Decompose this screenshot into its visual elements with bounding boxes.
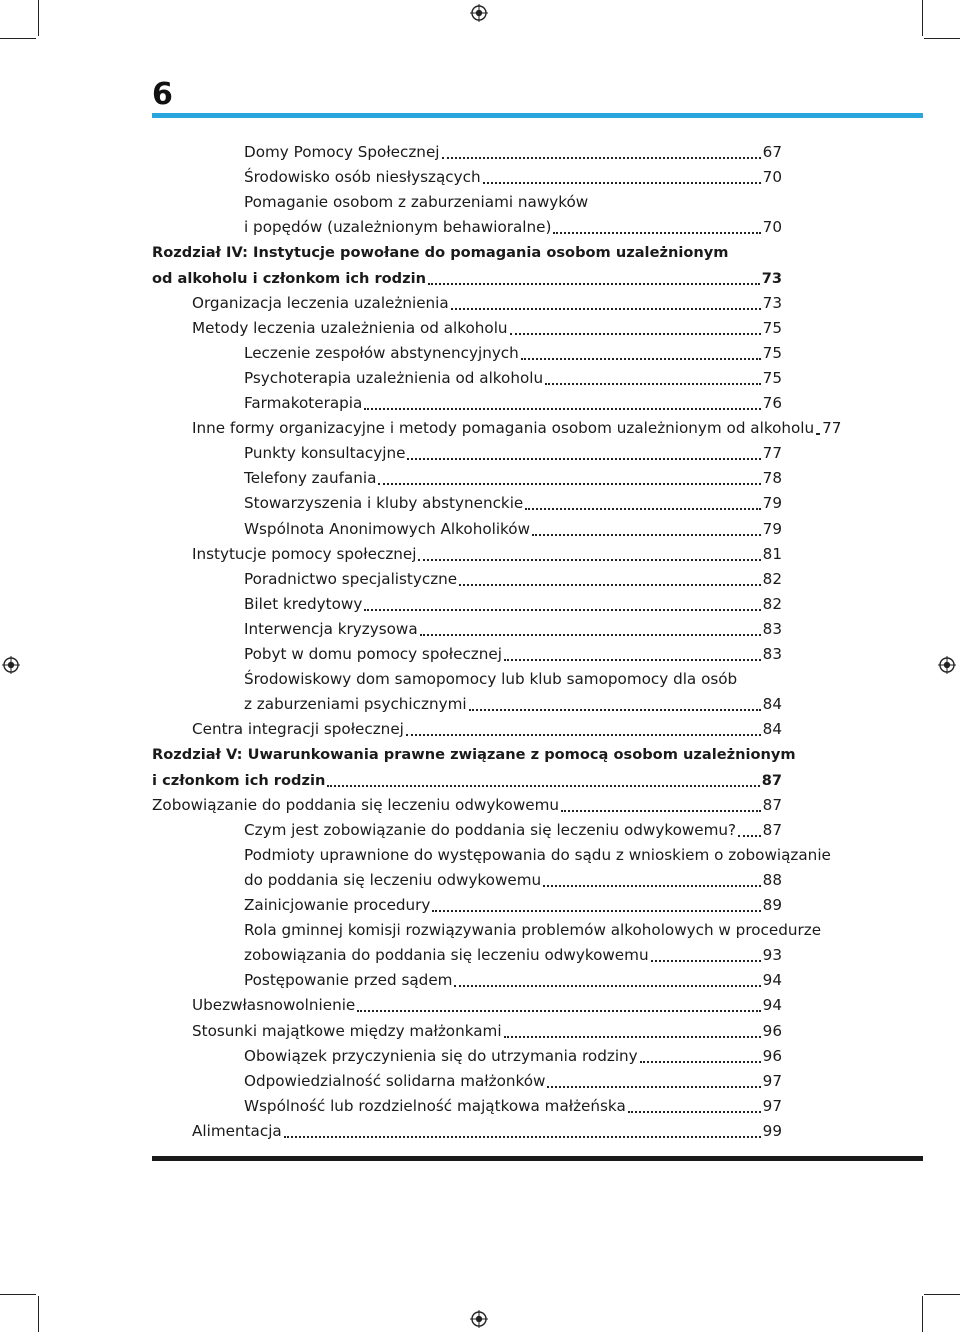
dot-leader: [532, 534, 761, 536]
toc-entry-title: Stosunki majątkowe między małżonkami: [192, 1021, 502, 1040]
toc-entry-title: Rola gminnej komisji rozwiązywania problemów alkoholowych w procedurze: [244, 921, 822, 940]
toc-entry[interactable]: [0, 567, 960, 592]
toc-entry-page: 89: [762, 896, 782, 914]
toc-entry-title: Inne formy organizacyjne i metody pomagania osobom uzależnionym od alkoholu: [192, 419, 815, 438]
toc-entry[interactable]: [0, 366, 960, 391]
dot-leader: [364, 609, 760, 611]
toc-entry-title: zobowiązania do poddania się leczeniu odwykowemu: [244, 946, 649, 965]
toc-entry-page: 99: [762, 1121, 782, 1140]
toc-entry-title: Interwencja kryzysowa: [244, 619, 418, 638]
toc-entry-title: i członkom ich rodzin: [152, 771, 326, 789]
page-number: 6: [152, 77, 173, 112]
toc-entry-page: 84: [762, 695, 782, 714]
toc-entry[interactable]: [0, 667, 960, 692]
toc-entry-page: 87: [762, 795, 782, 814]
toc-entry[interactable]: [0, 993, 960, 1018]
toc-entry[interactable]: [0, 240, 960, 265]
toc-entry-title: Odpowiedzialność solidarna małżonków: [244, 1071, 546, 1090]
dot-leader: [406, 734, 761, 736]
dot-leader: [628, 1111, 761, 1113]
toc-entry-page: 82: [762, 594, 782, 613]
toc-entry-page: 83: [762, 619, 782, 638]
toc-entry[interactable]: [0, 1069, 960, 1094]
crop-mark: [922, 1296, 923, 1332]
registration-mark-icon: [470, 1310, 488, 1328]
toc-entry[interactable]: [0, 341, 960, 366]
toc-entry[interactable]: [0, 316, 960, 341]
dot-leader: [547, 1086, 760, 1088]
dot-leader: [327, 785, 759, 787]
toc-entry-title: Rozdział V: Uwarunkowania prawne związane z pomocą osobom uzależnionym: [152, 746, 796, 764]
toc-entry-title: Środowiskowy dom samopomocy lub klub samopomocy dla osób: [244, 670, 738, 689]
toc-entry-page: 97: [762, 1071, 782, 1090]
toc-entry[interactable]: [0, 617, 960, 642]
toc-entry-title: Rozdział IV: Instytucje powołane do pomagania osobom uzależnionym: [152, 244, 729, 262]
toc-entry[interactable]: [0, 542, 960, 567]
crop-mark: [38, 1296, 39, 1332]
toc-entry[interactable]: [0, 441, 960, 466]
toc-entry[interactable]: [0, 868, 960, 893]
toc-entry-page: 82: [762, 569, 782, 588]
toc-entry[interactable]: [0, 165, 960, 190]
toc-entry-page: 84: [762, 720, 782, 739]
toc-entry[interactable]: [0, 491, 960, 516]
toc-entry-title: Punkty konsultacyjne: [244, 444, 406, 463]
dot-leader: [483, 182, 761, 184]
dot-leader: [561, 810, 761, 812]
dot-leader: [640, 1061, 761, 1063]
toc-entry-title: Postępowanie przed sądem: [244, 971, 453, 990]
toc-entry-page: 93: [762, 946, 782, 965]
toc-entry[interactable]: [0, 893, 960, 918]
toc-entry[interactable]: [0, 818, 960, 843]
toc-entry[interactable]: [0, 742, 960, 767]
toc-entry-page: 79: [762, 519, 782, 538]
crop-mark: [924, 1294, 960, 1295]
toc-entry-title: Stowarzyszenia i kluby abstynenckie: [244, 494, 524, 513]
dot-leader: [521, 358, 761, 360]
dot-leader: [420, 634, 761, 636]
registration-mark-icon: [470, 4, 488, 22]
toc-entry-page: 81: [762, 544, 782, 563]
dot-leader: [525, 508, 760, 510]
dot-leader: [816, 433, 820, 435]
dot-leader: [454, 985, 760, 987]
crop-mark: [922, 0, 923, 36]
header-rule: [152, 113, 923, 118]
toc-entry-title: Farmakoterapia: [244, 394, 363, 412]
dot-leader: [284, 1136, 761, 1138]
toc-entry-title: Metody leczenia uzależnienia od alkoholu: [192, 318, 508, 337]
toc-entry[interactable]: [0, 943, 960, 968]
toc-entry-page: 79: [762, 494, 782, 513]
toc-entry-title: Zainicjowanie procedury: [244, 896, 431, 914]
dot-leader: [469, 709, 761, 711]
crop-mark: [0, 38, 36, 39]
toc-entry[interactable]: [0, 1019, 960, 1044]
toc-entry[interactable]: [0, 266, 960, 291]
toc-entry-title: Domy Pomocy Społecznej: [244, 143, 440, 161]
toc-entry-title: Środowisko osób niesłyszących: [244, 168, 481, 187]
dot-leader: [357, 1010, 760, 1012]
dot-leader: [378, 483, 760, 485]
dot-leader: [504, 1036, 761, 1038]
toc-entry-title: Telefony zaufania: [244, 469, 377, 488]
toc-entry-page: 96: [762, 1046, 782, 1065]
toc-entry-page: 70: [762, 168, 782, 187]
toc-entry[interactable]: [0, 968, 960, 993]
toc-entry-page: 67: [762, 143, 782, 161]
dot-leader: [364, 408, 760, 410]
toc-entry-page: 77: [822, 419, 842, 438]
toc-entry-page: 77: [762, 444, 782, 463]
toc-entry-title: i popędów (uzależnionym behawioralne): [244, 218, 552, 237]
toc-entry[interactable]: [0, 140, 960, 165]
toc-entry-title: Podmioty uprawnione do występowania do sądu z wnioskiem o zobowiązanie: [244, 845, 831, 864]
toc-entry-page: 76: [762, 394, 782, 412]
dot-leader: [451, 308, 761, 310]
toc-entry[interactable]: [0, 190, 960, 215]
dot-leader: [432, 910, 760, 912]
dot-leader: [418, 559, 760, 561]
toc-entry-title: od alkoholu i członkom ich rodzin: [152, 269, 426, 287]
toc-entry-title: Pomaganie osobom z zaburzeniami nawyków: [244, 193, 589, 212]
toc-entry-page: 94: [762, 971, 782, 990]
toc-entry-title: Alimentacja: [192, 1121, 282, 1140]
toc-entry-page: 70: [762, 218, 782, 237]
toc-entry-page: 73: [762, 293, 782, 312]
toc-entry-title: Psychoterapia uzależnienia od alkoholu: [244, 368, 544, 387]
toc-entry-page: 96: [762, 1021, 782, 1040]
toc-entry-page: 78: [762, 469, 782, 488]
toc-entry-title: Leczenie zespołów abstynencyjnych: [244, 343, 519, 362]
toc-entry-title: do poddania się leczeniu odwykowemu: [244, 870, 542, 889]
dot-leader: [442, 157, 761, 159]
toc-entry-page: 88: [762, 870, 782, 889]
toc-entry-title: Czym jest zobowiązanie do poddania się leczeniu odwykowemu?: [244, 820, 737, 839]
toc-entry-page: 87: [761, 771, 782, 789]
toc-entry-page: 94: [762, 996, 782, 1015]
toc-entry[interactable]: [0, 768, 960, 793]
toc-entry-title: z zaburzeniami psychicznymi: [244, 695, 467, 714]
toc-entry-title: Zobowiązanie do poddania się leczeniu odwykowemu: [152, 795, 560, 814]
toc-entry[interactable]: [0, 391, 960, 416]
toc-entry-page: 73: [761, 269, 782, 287]
toc-entry[interactable]: [0, 592, 960, 617]
toc-entry-title: Bilet kredytowy: [244, 594, 363, 613]
crop-mark: [924, 38, 960, 39]
toc-entry[interactable]: [0, 291, 960, 316]
toc-entry-title: Pobyt w domu pomocy społecznej: [244, 645, 502, 663]
toc-entry[interactable]: [0, 717, 960, 742]
toc-entry-page: 83: [762, 645, 782, 663]
toc-entry[interactable]: [0, 1044, 960, 1069]
toc-entry-title: Ubezwłasnowolnienie: [192, 996, 356, 1015]
toc-entry[interactable]: [0, 466, 960, 491]
toc-entry[interactable]: [0, 793, 960, 818]
dot-leader: [543, 885, 761, 887]
toc-entry-title: Wspólność lub rozdzielność majątkowa małżeńska: [244, 1096, 626, 1115]
crop-mark: [38, 0, 39, 36]
dot-leader: [407, 458, 760, 460]
dot-leader: [651, 960, 761, 962]
toc-entry[interactable]: [0, 215, 960, 240]
toc-entry[interactable]: [0, 517, 960, 542]
toc-entry-page: 75: [762, 343, 782, 362]
toc-entry-title: Centra integracji społecznej: [192, 720, 404, 739]
toc-entry[interactable]: [0, 1094, 960, 1119]
dot-leader: [738, 835, 761, 837]
dot-leader: [504, 659, 761, 661]
toc-entry[interactable]: [0, 1119, 960, 1144]
toc-entry-title: Obowiązek przyczynienia się do utrzymania rodziny: [244, 1046, 638, 1065]
dot-leader: [459, 584, 761, 586]
toc-entry[interactable]: [0, 692, 960, 717]
toc-entry-title: Poradnictwo specjalistyczne: [244, 569, 458, 588]
toc-entry-page: 97: [762, 1096, 782, 1115]
dot-leader: [545, 383, 761, 385]
toc-entry-page: 75: [762, 368, 782, 387]
toc-entry[interactable]: [0, 843, 960, 868]
toc-entry-page: 87: [762, 820, 782, 839]
toc-entry[interactable]: [0, 416, 960, 441]
dot-leader: [428, 283, 760, 285]
toc-entry-title: Instytucje pomocy społecznej: [192, 544, 417, 563]
footer-rule: [152, 1156, 923, 1161]
crop-mark: [0, 1294, 36, 1295]
toc-entry-title: Organizacja leczenia uzależnienia: [192, 293, 449, 312]
toc-entry-title: Wspólnota Anonimowych Alkoholików: [244, 519, 531, 538]
toc-entry[interactable]: [0, 918, 960, 943]
dot-leader: [553, 232, 760, 234]
dot-leader: [510, 333, 761, 335]
toc-entry-page: 75: [762, 318, 782, 337]
toc-entry[interactable]: [0, 642, 960, 667]
